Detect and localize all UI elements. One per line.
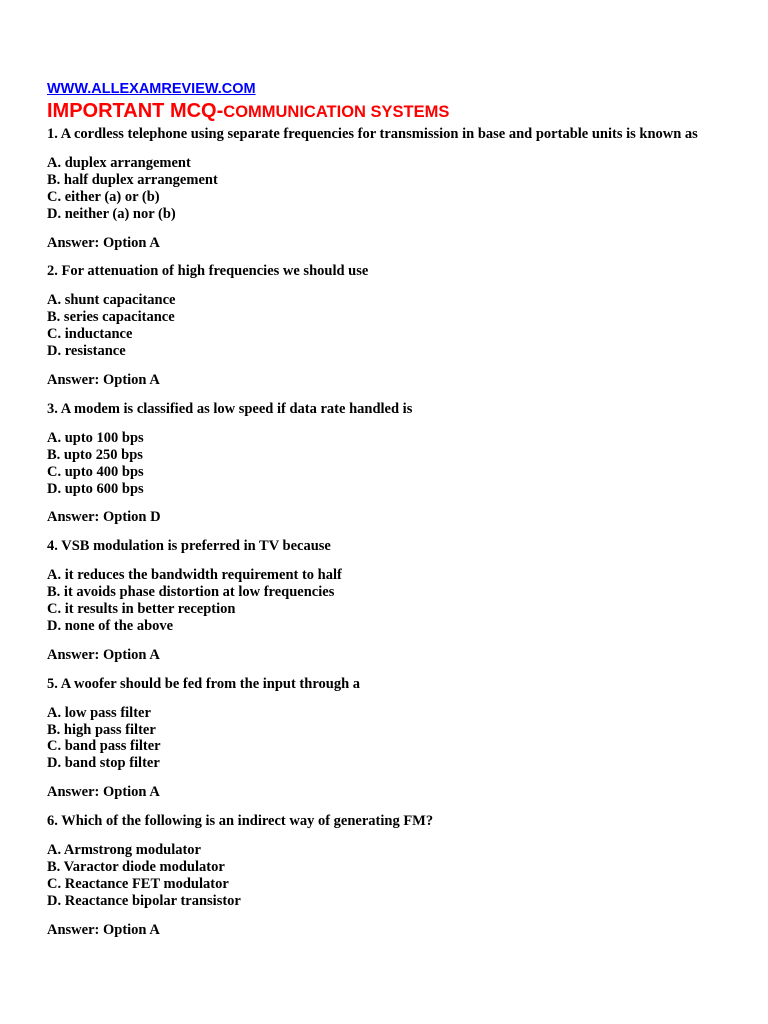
option-b: B. it avoids phase distortion at low frequencies: [47, 584, 335, 601]
option-b: B. series capacitance: [47, 309, 175, 326]
option-b: B. upto 250 bps: [47, 446, 143, 463]
option-list: [47, 430, 727, 498]
option-list: [47, 155, 727, 223]
option-c: C. band pass filter: [47, 738, 161, 755]
option-list: [47, 705, 727, 773]
option-b: B. half duplex arrangement: [47, 171, 218, 188]
option-c: C. inductance: [47, 326, 133, 343]
option-d: D. upto 600 bps: [47, 480, 144, 497]
option-list: [47, 567, 727, 635]
answer-text: Answer: Option A: [47, 784, 160, 801]
option-c: C. either (a) or (b): [47, 188, 160, 205]
option-list: [47, 292, 727, 360]
question-text: 5. A woofer should be fed from the input through a: [47, 675, 361, 692]
answer-text: Answer: Option A: [47, 234, 160, 251]
question-text: 1. A cordless telephone using separate frequencies for transmission in base and portable units is known as: [47, 126, 698, 142]
question-6: [47, 813, 727, 938]
site-link[interactable]: WWW.ALLEXAMREVIEW.COM: [47, 81, 256, 97]
option-a: A. low pass filter: [47, 704, 151, 721]
option-list: [47, 842, 727, 910]
question-1: [47, 126, 727, 251]
question-text: 2. For attenuation of high frequencies we should use: [47, 263, 369, 280]
option-c: C. it results in better reception: [47, 601, 236, 618]
option-b: B. high pass filter: [47, 721, 156, 738]
option-a: A. shunt capacitance: [47, 292, 176, 309]
option-a: A. it reduces the bandwidth requirement to half: [47, 567, 342, 584]
option-b: B. Varactor diode modulator: [47, 859, 225, 875]
option-c: C. Reactance FET modulator: [47, 875, 229, 892]
answer-text: Answer: Option D: [47, 509, 161, 526]
answer-text: Answer: Option A: [47, 371, 160, 388]
answer-text: Answer: Option A: [47, 646, 160, 663]
question-3: [47, 401, 727, 526]
question-4: [47, 538, 727, 663]
option-d: D. band stop filter: [47, 755, 160, 772]
option-c: C. upto 400 bps: [47, 463, 144, 480]
option-a: A. upto 100 bps: [47, 429, 144, 446]
title-main: IMPORTANT MCQ-: [47, 100, 224, 122]
question-list: [47, 126, 727, 939]
option-d: D. resistance: [47, 343, 126, 360]
document-title: [47, 98, 727, 125]
option-d: D. none of the above: [47, 617, 174, 634]
question-5: [47, 676, 727, 801]
question-2: [47, 263, 727, 388]
option-d: D. Reactance bipolar transistor: [47, 892, 241, 909]
option-d: D. neither (a) nor (b): [47, 205, 176, 222]
option-a: A. duplex arrangement: [47, 154, 191, 171]
question-text: 4. VSB modulation is preferred in TV because: [47, 538, 331, 555]
answer-text: Answer: Option A: [47, 921, 160, 938]
question-text: 3. A modem is classified as low speed if data rate handled is: [47, 400, 413, 417]
document-page: [47, 79, 727, 951]
title-sub: COMMUNICATION SYSTEMS: [223, 103, 450, 121]
option-a: A. Armstrong modulator: [47, 842, 201, 859]
question-text: 6. Which of the following is an indirect way of generating FM?: [47, 813, 434, 830]
